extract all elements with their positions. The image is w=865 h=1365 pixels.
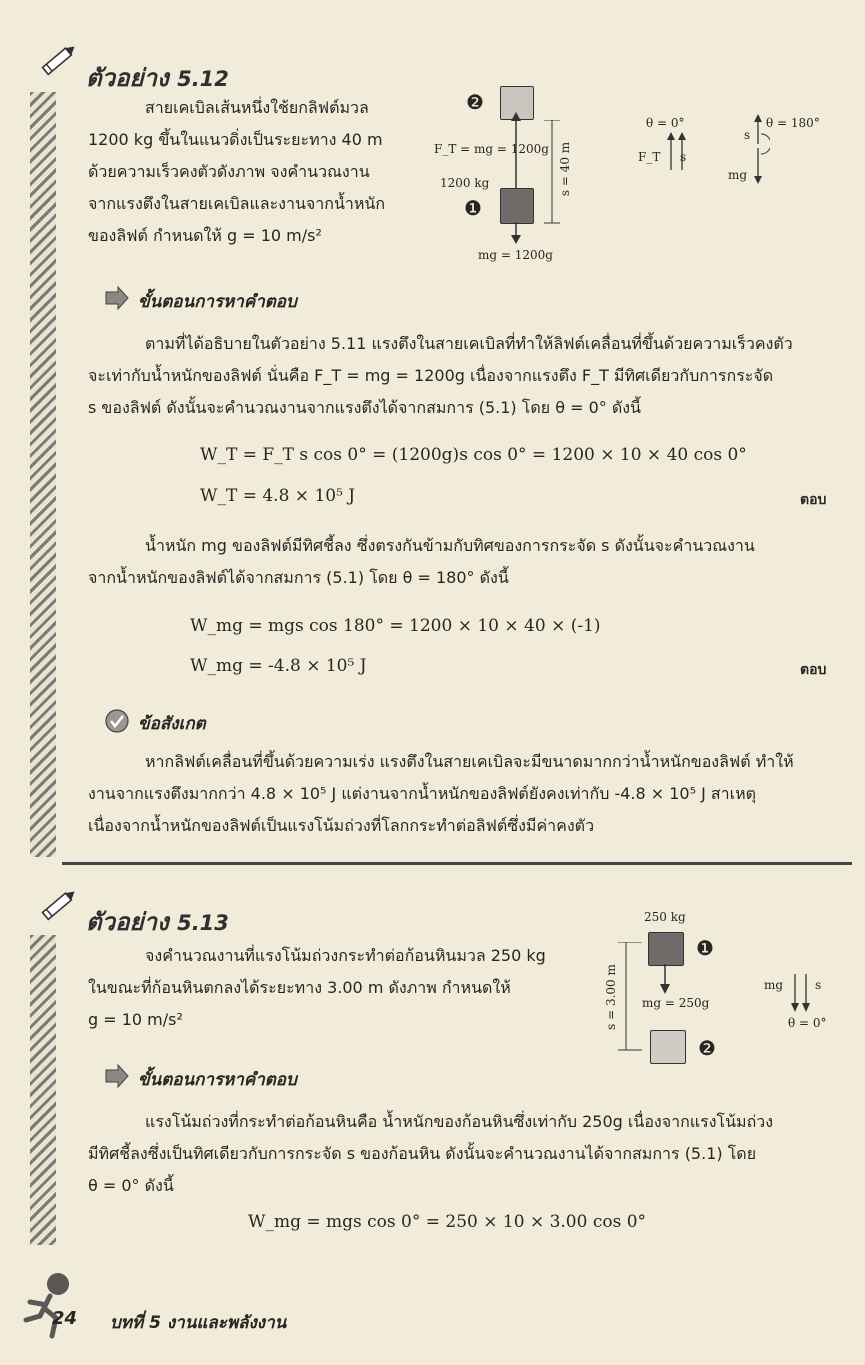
tension-label: F_T = mg = 1200g: [434, 142, 549, 156]
weight-line: จากน้ำหนักของลิฟต์ได้จากสมการ (5.1) โดย θ = 180° ดังนี้: [88, 568, 509, 587]
solution-line: แรงโน้มถ่วงที่กระทำต่อก้อนหินคือ น้ำหนักของก้อนหินซึ่งเท่ากับ 250g เนื่องจากแรงโน้มถ่วง: [145, 1112, 774, 1131]
arrow-bullet-icon: [104, 286, 130, 310]
check-badge-icon: [104, 708, 130, 734]
mg-vector-label: mg: [764, 978, 784, 992]
falling-rock-figure: [600, 906, 850, 1076]
weight-text: [88, 562, 509, 594]
step-heading: ขั้นตอนการหาคำตอบ: [138, 292, 297, 312]
rock-block-bottom: [650, 1030, 686, 1064]
weight-label: mg = 1200g: [478, 248, 553, 262]
mg-vector-label: mg: [728, 168, 748, 182]
position-1-label: ❶: [464, 196, 482, 220]
distance-label: s = 3.00 m: [603, 964, 618, 1030]
solution-line: θ = 0° ดังนี้: [88, 1176, 174, 1195]
example-number: 5.12: [177, 67, 229, 91]
margin-stripe-bottom: [30, 935, 56, 1245]
equation-rock-work: W_mg = mgs cos 0° = 250 × 10 × 3.00 cos 0°: [248, 1212, 647, 1232]
theta-180-label: θ = 180°: [766, 116, 820, 130]
example-number: 5.13: [177, 911, 229, 935]
weight-line: น้ำหนัก mg ของลิฟต์มีทิศชี้ลง ซึ่งตรงกันข้ามกับทิศของการกระจัด s ดังนั้นจะคำนวณงาน: [145, 536, 755, 555]
solution-text: [145, 328, 793, 360]
note-text: [145, 746, 794, 778]
pencil-icon: [36, 885, 80, 927]
s-vector-label: s: [815, 978, 822, 992]
solution-line: s ของลิฟต์ ดังนั้นจะคำนวณงานจากแรงตึงได้จากสมการ (5.1) โดย θ = 0° ดังนี้: [88, 398, 641, 417]
solution-line: ตามที่ได้อธิบายในตัวอย่าง 5.11 แรงตึงในสายเคเบิลที่ทำให้ลิฟต์เคลื่อนที่ขึ้นด้วยความเร็วคงตัว: [145, 334, 793, 353]
down-arrows-icon: [790, 972, 812, 1012]
theta-zero-label: θ = 0°: [646, 116, 685, 130]
elevator-figure: [430, 82, 850, 272]
note-line: เนื่องจากน้ำหนักของลิฟต์เป็นแรงโน้มถ่วงที่โลกกระทำต่อลิฟต์ซึ่งมีค่าคงตัว: [88, 816, 595, 835]
margin-stripe-top: [30, 92, 56, 857]
section-divider: [62, 862, 852, 865]
example-label: ตัวอย่าง: [86, 908, 169, 936]
problem-line: ด้วยความเร็วคงตัวดังภาพ จงคำนวณงาน: [88, 162, 370, 181]
problem-line: ของลิฟต์ กำหนดให้ g = 10 m/s²: [88, 226, 322, 245]
example-title: [86, 902, 229, 941]
s-vector-label-right: s: [744, 128, 751, 142]
distance-bracket: [614, 942, 644, 1052]
pencil-icon: [36, 40, 80, 82]
problem-line: 1200 kg ขึ้นในแนวดิ่งเป็นระยะทาง 40 m: [88, 130, 383, 149]
solution-line: จะเท่ากับน้ำหนักของลิฟต์ นั่นคือ F_T = mg = 1200g เนื่องจากแรงตึง F_T มีทิศเดียวกับการกระจัด: [88, 366, 774, 385]
problem-line: g = 10 m/s²: [88, 1010, 183, 1029]
note-line: งานจากแรงตึงมากกว่า 4.8 × 10⁵ J แต่งานจากน้ำหนักของลิฟต์ยังคงเท่ากับ -4.8 × 10⁵ J สาเหตุ: [88, 784, 757, 803]
problem-text: [88, 972, 511, 1036]
runner-logo-icon: [20, 1270, 74, 1340]
solution-text: [88, 1138, 756, 1202]
note-line: หากลิฟต์เคลื่อนที่ขึ้นด้วยความเร่ง แรงตึงในสายเคเบิลจะมีขนาดมากกว่าน้ำหนักของลิฟต์ ทำให้: [145, 752, 794, 771]
weight-arrow: [508, 222, 524, 244]
note-heading: ข้อสังเกต: [138, 714, 206, 734]
solution-text: [145, 1106, 773, 1138]
solution-text: [88, 360, 773, 424]
mass-label: 250 kg: [644, 910, 686, 924]
step-heading: ขั้นตอนการหาคำตอบ: [138, 1070, 297, 1090]
example-label: ตัวอย่าง: [86, 64, 169, 92]
problem-line: ในขณะที่ก้อนหินตกลงได้ระยะทาง 3.00 m ดังภาพ กำหนดให้: [88, 978, 511, 997]
ft-vector-label: F_T: [638, 150, 661, 164]
note-text: [88, 778, 756, 842]
position-2-label: ❷: [698, 1036, 716, 1060]
equation-weight-work: W_mg = mgs cos 180° = 1200 × 10 × 40 × (-1): [190, 616, 601, 636]
solution-line: มีทิศชี้ลงซึ่งเป็นทิศเดียวกับการกระจัด s ของก้อนหิน ดังนั้นจะคำนวณงานได้จากสมการ (5.1) โดย: [88, 1144, 757, 1163]
rock-block-top: [648, 932, 684, 966]
position-1-label: ❶: [696, 936, 714, 960]
problem-line: สายเคเบิลเส้นหนึ่งใช้ยกลิฟต์มวล: [145, 98, 369, 117]
equation-tension-result: W_T = 4.8 × 10⁵ J: [200, 486, 356, 506]
weight-arrow: [657, 964, 673, 994]
weight-text: [145, 530, 755, 562]
problem-text: [88, 124, 385, 252]
problem-text: [145, 92, 369, 124]
answer-mark: ตอบ: [800, 492, 827, 508]
page-number: 24: [52, 1308, 78, 1329]
weight-label: mg = 250g: [642, 996, 710, 1010]
mass-label: 1200 kg: [440, 176, 490, 190]
position-2-label: ❷: [466, 90, 484, 114]
equation-weight-result: W_mg = -4.8 × 10⁵ J: [190, 656, 367, 676]
theta-label: θ = 0°: [788, 1016, 827, 1030]
arrow-bullet-icon: [104, 1064, 130, 1088]
lift-block-bottom: [500, 188, 534, 224]
problem-text: [145, 940, 546, 972]
s-vector-label: s: [680, 150, 687, 164]
distance-label: s = 40 m: [558, 141, 573, 197]
equation-tension-work: W_T = F_T s cos 0° = (1200g)s cos 0° = 1200 × 10 × 40 cos 0°: [200, 445, 747, 465]
problem-line: จากแรงตึงในสายเคเบิลและงานจากน้ำหนัก: [88, 194, 386, 213]
answer-mark: ตอบ: [800, 662, 827, 678]
problem-line: จงคำนวณงานที่แรงโน้มถ่วงกระทำต่อก้อนหินมวล 250 kg: [145, 946, 546, 965]
chapter-title: บทที่ 5 งานและพลังงาน: [110, 1313, 287, 1333]
